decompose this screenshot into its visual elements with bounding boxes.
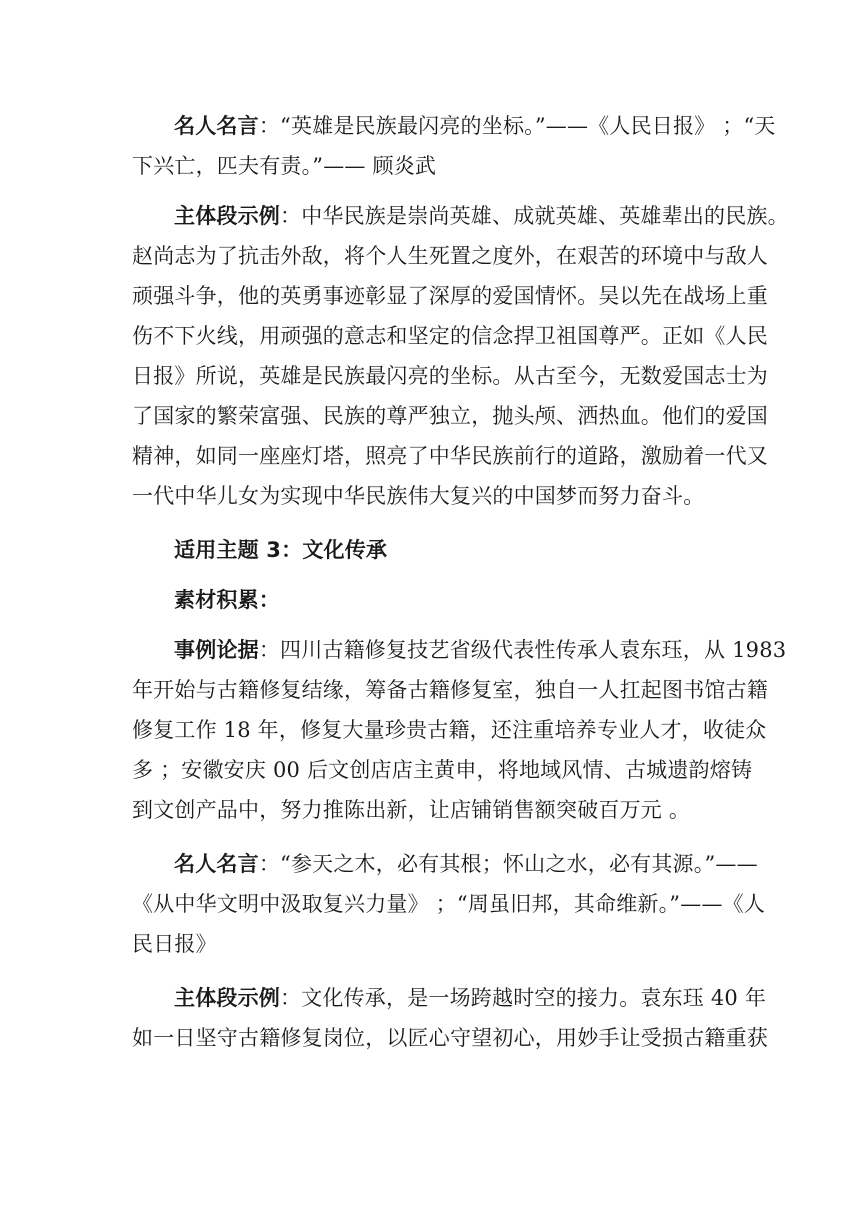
example-paragraph-2 [132,978,768,1058]
material-heading: 素材积累： [174,588,280,612]
paragraph-line: 年开始与古籍修复结缘，筹备古籍修复室，独自一人扛起图书馆古籍 [132,678,768,702]
section-label: 名人名言 [174,114,259,138]
paragraph-line: 下兴亡，匹夫有责。”—— 顾炎武 [132,154,437,178]
evidence-paragraph [132,630,787,830]
document-page [132,106,789,1058]
paragraph-text: ：文化传承，是一场跨越时空的接力。袁东珏 40 年 [280,986,767,1010]
paragraph-line: 《从中华文明中汲取复兴力量》 ；“周虽旧邦，其命维新。”——《人 [132,892,766,916]
paragraph-line: 民日报》 [132,932,217,956]
paragraph-line: 顽强斗争，他的英勇事迹彰显了深厚的爱国情怀。吴以先在战场上重 [132,284,768,308]
paragraph-line [132,844,758,884]
paragraph-line: 日报》所说，英雄是民族最闪亮的坐标。从古至今，无数爱国志士为 [132,364,768,388]
section-label: 主体段示例 [174,986,280,1010]
quote-paragraph-2 [132,844,766,964]
paragraph-line: 一代中华儿女为实现中华民族伟大复兴的中国梦而努力奋斗。 [132,484,705,508]
paragraph-line: 了国家的繁荣富强、民族的尊严独立，抛头颅、洒热血。他们的爱国 [132,404,768,428]
example-paragraph-1 [132,196,789,516]
paragraph-line [132,106,776,146]
section-label: 事例论据 [174,638,259,662]
paragraph-text: ：四川古籍修复技艺省级代表性传承人袁东珏，从 1983 [258,638,787,662]
paragraph-line: 多 ；安徽安庆 00 后文创店店主黄申，将地域风情、古城遗韵熔铸 [132,758,753,782]
paragraph-text: ：中华民族是崇尚英雄、成就英雄、英雄辈出的民族。 [280,204,789,228]
paragraph-line: 精神，如同一座座灯塔，照亮了中华民族前行的道路，激励着一代又 [132,444,768,468]
paragraph-text: ：“参天之木，必有其根；怀山之水，必有其源。”—— [258,852,758,876]
paragraph-text: ：“英雄是民族最闪亮的坐标。”——《人民日报》 ；“天 [258,114,776,138]
paragraph-line: 如一日坚守古籍修复岗位，以匠心守望初心，用妙手让受损古籍重获 [132,1026,768,1050]
paragraph-line: 修复工作 18 年，修复大量珍贵古籍，还注重培养专业人才，收徒众 [132,718,767,742]
paragraph-line: 伤不下火线，用顽强的意志和坚定的信念捍卫祖国尊严。正如《人民 [132,324,768,348]
paragraph-line [132,978,767,1018]
paragraph-line: 到文创产品中，努力推陈出新，让店铺销售额突破百万元 。 [132,798,691,822]
paragraph-line [132,630,787,670]
quote-paragraph-1 [132,106,776,186]
paragraph-line [132,196,789,236]
section-label: 主体段示例 [174,204,280,228]
theme-heading: 适用主题 3：文化传承 [174,538,388,562]
paragraph-line: 赵尚志为了抗击外敌，将个人生死置之度外，在艰苦的环境中与敌人 [132,244,768,268]
section-label: 名人名言 [174,852,259,876]
